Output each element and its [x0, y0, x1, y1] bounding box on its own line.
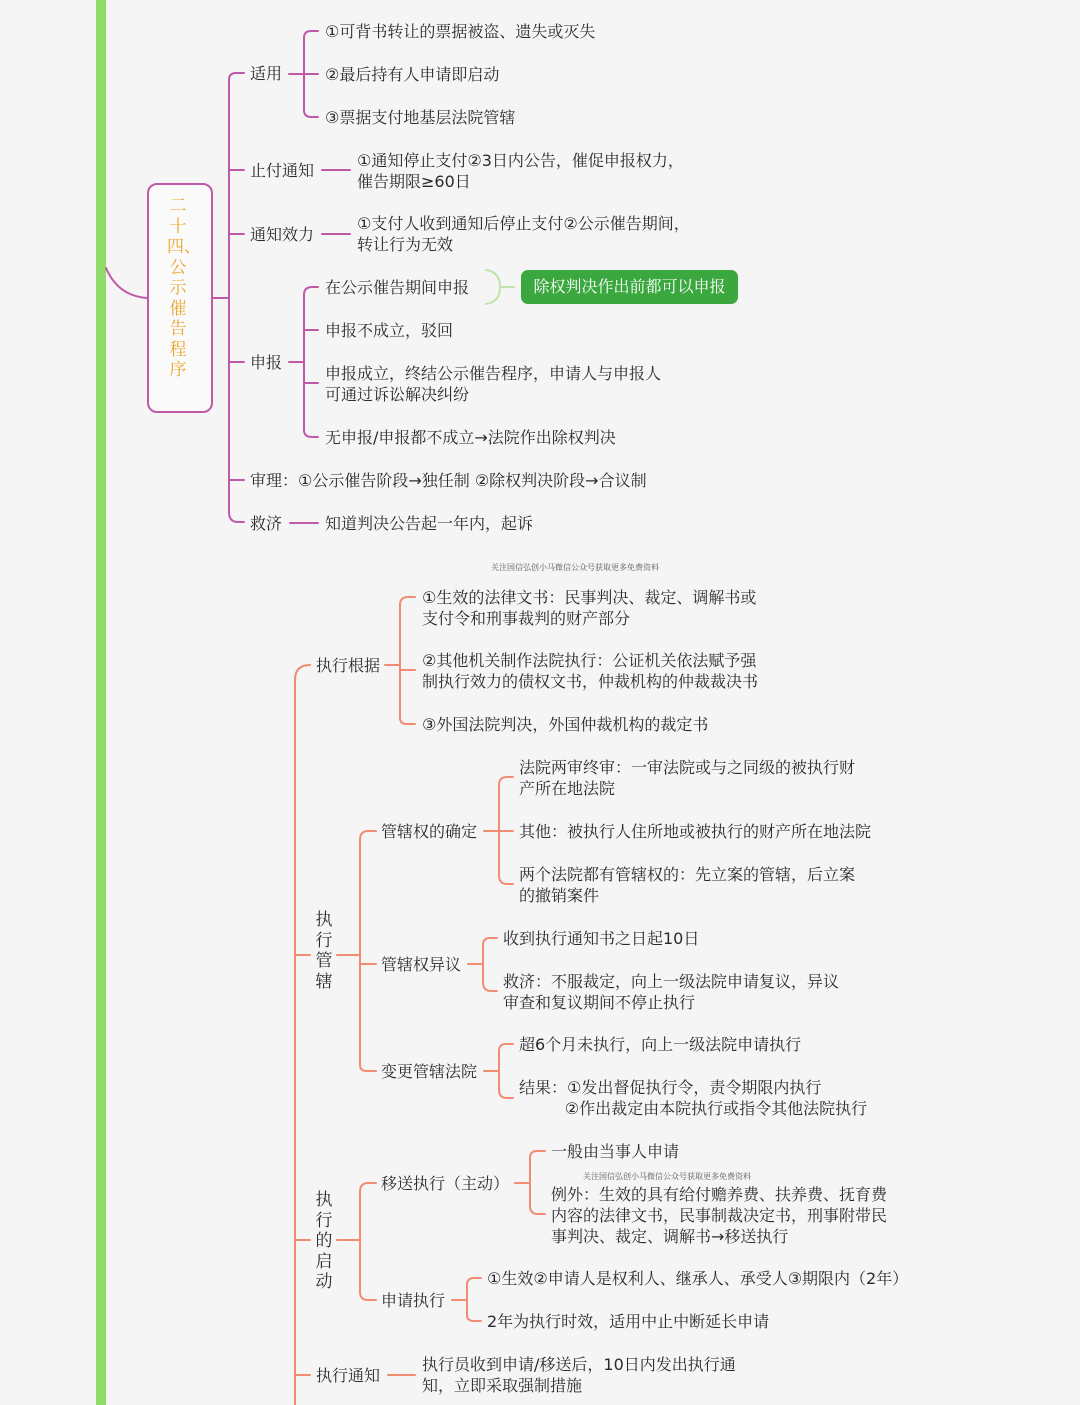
leaf-shiyong-1: ①可背书转让的票据被盗、遗失或灭失 [325, 22, 596, 41]
leaf-shenbao-2: 申报不成立，驳回 [325, 321, 454, 340]
leaf-yisong-2: 例外：生效的具有给付赡养费、扶养费、抚育费 内容的法律文书，民事制裁决定书，刑事附带民 事判决、裁定、调解书→移送执行 [551, 1185, 888, 1246]
node-queding: 管辖权的确定 [381, 822, 478, 841]
node-zhifu: 止付通知 [250, 161, 315, 180]
watermark: 关注国信弘创小马微信公众号获取更多免费资料 [583, 1172, 751, 1181]
leaf-shenbao-3: 申报成立，终结公示催告程序，申请人与申报人 可通过诉讼解决纠纷 [325, 364, 662, 404]
leaf-xiaoli: ①支付人收到通知后停止支付②公示催告期间， 转让行为无效 [357, 214, 690, 254]
node-xiaoli: 通知效力 [250, 225, 315, 244]
node-shiyong: 适用 [250, 64, 283, 83]
watermark: 关注国信弘创小马微信公众号获取更多免费资料 [491, 563, 659, 572]
leaf-shiyong-2: ②最后持有人申请即启动 [325, 65, 500, 84]
root-node-title: 二十四、公示催告程序 [167, 196, 201, 380]
node-shenqing: 申请执行 [381, 1291, 446, 1310]
leaf-yiyi-2: 救济：不服裁定，向上一级法院申请复议，异议 审查和复议期间不停止执行 [503, 972, 840, 1012]
leaf-tongzhi: 执行员收到申请/移送后，10日内发出执行通 知，立即采取强制措施 [422, 1355, 736, 1395]
leaf-queding-2: 其他：被执行人住所地或被执行的财产所在地法院 [519, 822, 872, 841]
leaf-biangeng-1: 超6个月未执行，向上一级法院申请执行 [519, 1035, 802, 1054]
leaf-shenbao-4: 无申报/申报都不成立→法院作出除权判决 [325, 428, 616, 447]
node-jiuji: 救济 [250, 514, 283, 533]
node-biangeng: 变更管辖法院 [381, 1062, 478, 1081]
leaf-shenbao-1: 在公示催告期间申报 [325, 278, 470, 297]
node-qidong: 执行的启动 [315, 1190, 333, 1292]
leaf-genju-3: ③外国法院判决，外国仲裁机构的裁定书 [422, 715, 709, 734]
node-guanxia: 执行管辖 [315, 910, 333, 992]
leaf-shenqing-1: ①生效②申请人是权利人、继承人、承受人③期限内（2年） [487, 1269, 909, 1288]
leaf-yisong-1: 一般由当事人申请 [551, 1142, 680, 1161]
leaf-shenqing-2: 2年为执行时效，适用中止中断延长申请 [487, 1312, 770, 1331]
leaf-yiyi-1: 收到执行通知书之日起10日 [503, 929, 700, 948]
leaf-biangeng-2: 结果：①发出督促执行令，责令期限内执行 ②作出裁定由本院执行或指令其他法院执行 [519, 1078, 868, 1118]
leaf-jiuji: 知道判决公告起一年内，起诉 [325, 514, 534, 533]
node-genju: 执行根据 [316, 656, 381, 675]
leaf-zhifu: ①通知停止支付②3日内公告，催促申报权力， 催告期限≥60日 [357, 151, 684, 191]
node-yiyi: 管辖权异议 [381, 955, 462, 974]
leaf-shiyong-3: ③票据支付地基层法院管辖 [325, 108, 516, 127]
leaf-genju-2: ②其他机关制作法院执行：公证机关依法赋予强 制执行效力的债权文书，仲裁机构的仲裁裁决书 [422, 651, 759, 691]
node-shenli: 审理：①公示催告阶段→独任制 ②除权判决阶段→合议制 [250, 471, 647, 490]
node-yisong: 移送执行（主动） [381, 1174, 510, 1193]
node-tongzhi: 执行通知 [316, 1366, 381, 1385]
leaf-genju-1: ①生效的法律文书：民事判决、裁定、调解书或 支付令和刑事裁判的财产部分 [422, 588, 757, 628]
leaf-queding-1: 法院两审终审：一审法院或与之同级的被执行财 产所在地法院 [519, 758, 856, 798]
node-shenbao: 申报 [250, 353, 283, 372]
leaf-queding-3: 两个法院都有管辖权的：先立案的管辖，后立案 的撤销案件 [519, 865, 856, 905]
callout-badge: 除权判决作出前都可以申报 [521, 270, 738, 304]
